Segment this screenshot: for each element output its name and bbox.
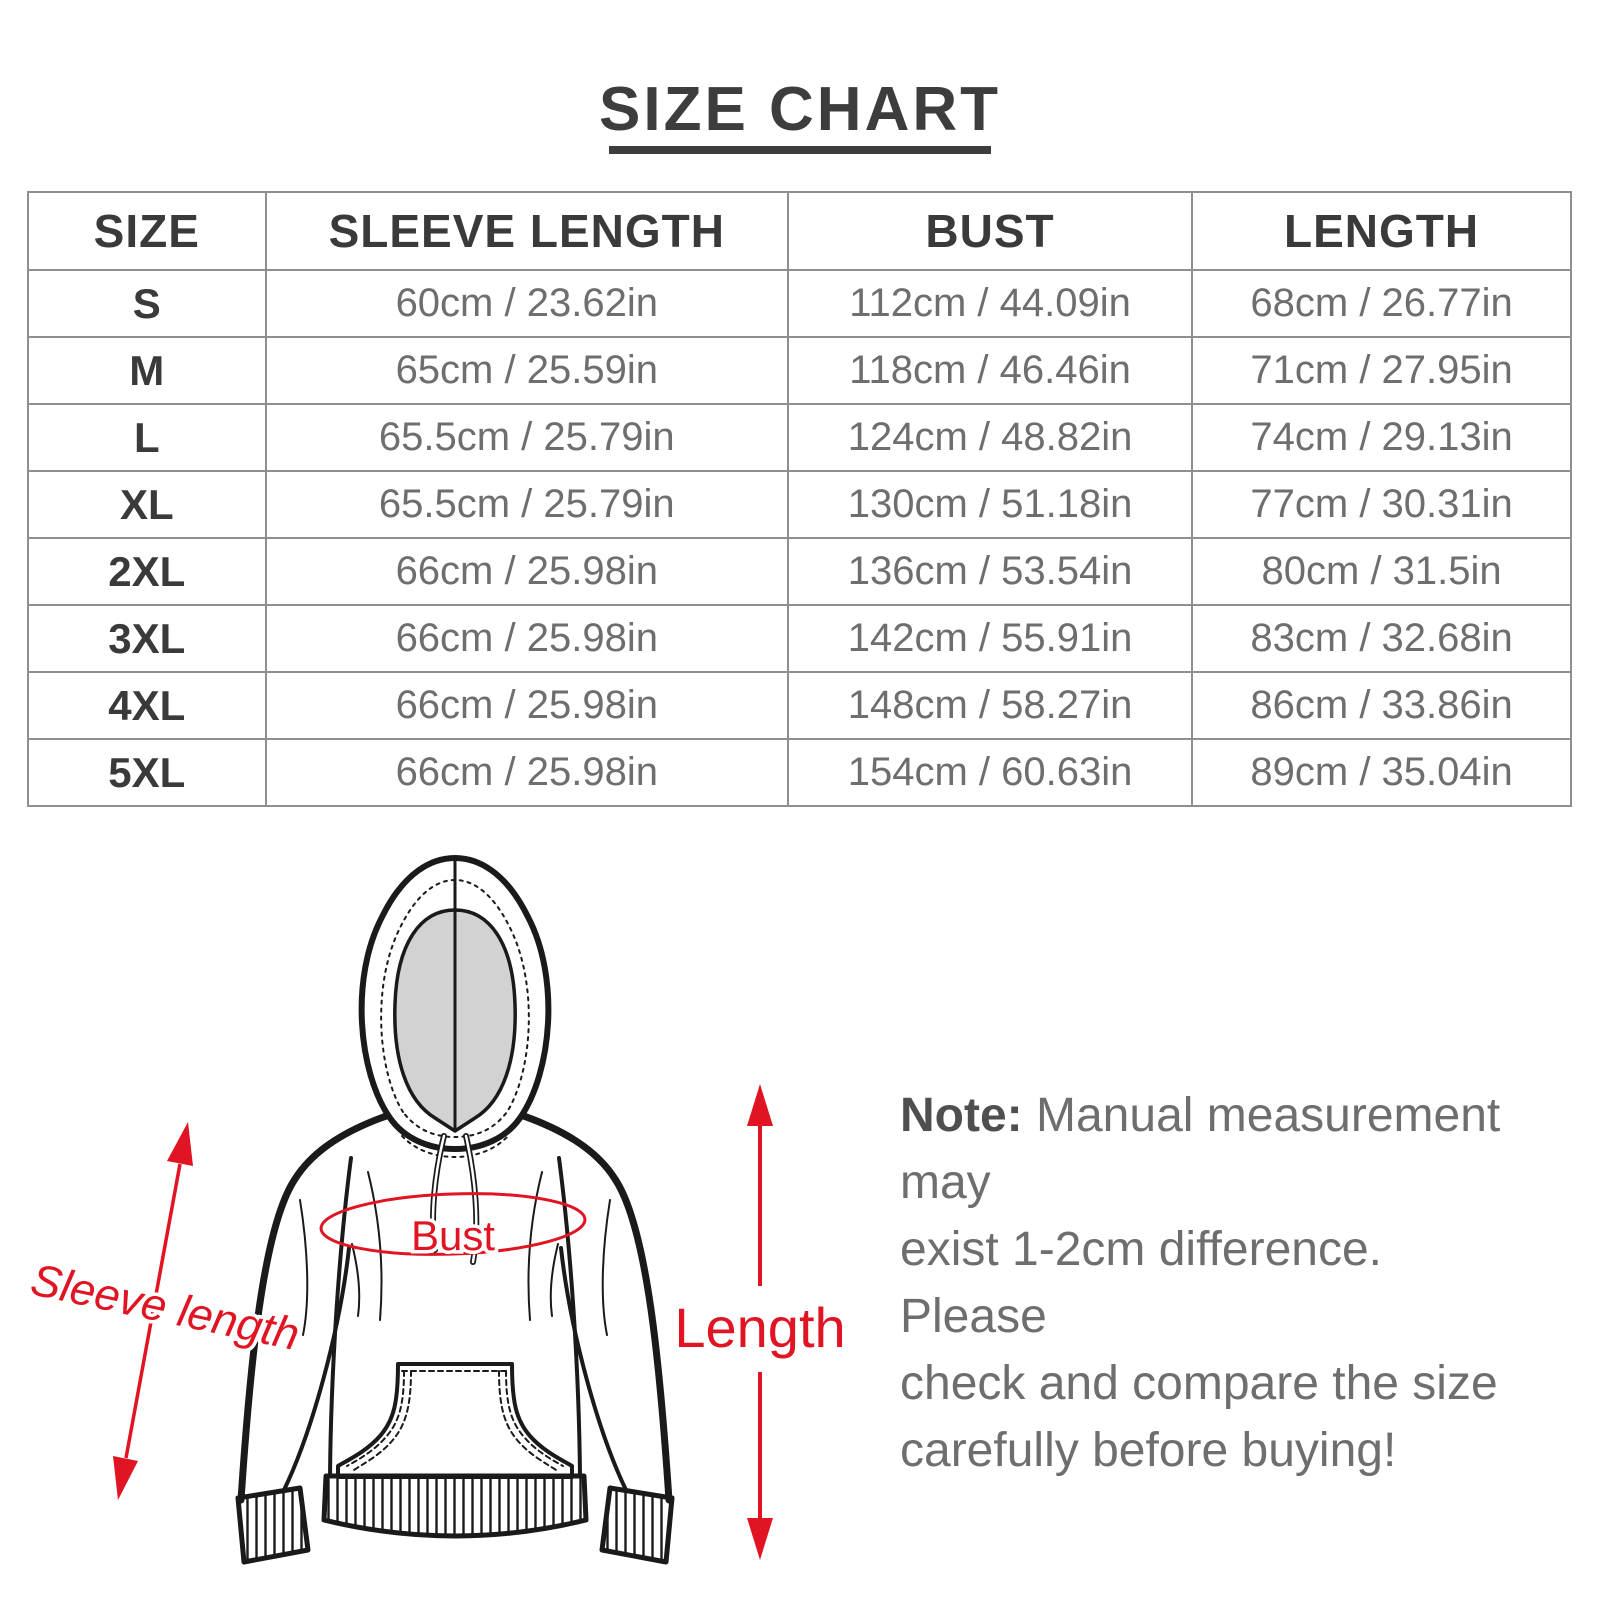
note-label: Note:	[900, 1089, 1023, 1142]
note-line: check and compare the size	[900, 1357, 1498, 1410]
crease-line	[603, 1200, 610, 1335]
note-text: Manual measurement may	[900, 1089, 1501, 1209]
length-cell: 80cm / 31.5in	[1192, 538, 1571, 605]
note-line	[900, 1082, 1540, 1216]
measurement-diagram	[0, 820, 880, 1600]
column-header-bust: BUST	[788, 192, 1192, 270]
bust-cell: 130cm / 51.18in	[788, 471, 1192, 538]
length-cell: 86cm / 33.86in	[1192, 672, 1571, 739]
body-left-edge	[330, 1158, 351, 1476]
length-cell: 89cm / 35.04in	[1192, 739, 1571, 806]
size-chart-table	[27, 191, 1572, 807]
length-cell: 68cm / 26.77in	[1192, 270, 1571, 337]
size-cell: 5XL	[28, 739, 266, 806]
note-line: exist 1-2cm difference. Please	[900, 1223, 1382, 1343]
note-block	[900, 1082, 1540, 1484]
table-row	[28, 739, 1571, 806]
size-cell: L	[28, 404, 266, 471]
column-header-sleeve: SLEEVE LENGTH	[266, 192, 788, 270]
size-cell: S	[28, 270, 266, 337]
hem-ribbing	[324, 1476, 586, 1536]
table-row	[28, 404, 1571, 471]
length-cell: 71cm / 27.95in	[1192, 337, 1571, 404]
length-cell: 74cm / 29.13in	[1192, 404, 1571, 471]
bust-cell: 124cm / 48.82in	[788, 404, 1192, 471]
column-header-length: LENGTH	[1192, 192, 1571, 270]
bust-cell: 154cm / 60.63in	[788, 739, 1192, 806]
kangaroo-pocket	[338, 1364, 572, 1477]
sleeve-cell: 65.5cm / 25.79in	[266, 471, 788, 538]
length-label: Length	[674, 1296, 846, 1359]
size-cell: 4XL	[28, 672, 266, 739]
title-underline	[609, 146, 991, 154]
bust-cell: 142cm / 55.91in	[788, 605, 1192, 672]
bust-cell: 148cm / 58.27in	[788, 672, 1192, 739]
note-line: carefully before buying!	[900, 1424, 1397, 1477]
sleeve-cell: 65cm / 25.59in	[266, 337, 788, 404]
length-cell: 83cm / 32.68in	[1192, 605, 1571, 672]
sleeve-cell: 65.5cm / 25.79in	[266, 404, 788, 471]
sleeve-cell: 60cm / 23.62in	[266, 270, 788, 337]
crease-line	[551, 1244, 558, 1316]
crease-line	[368, 1172, 382, 1320]
table-row	[28, 337, 1571, 404]
hoodie-illustration	[238, 858, 672, 1562]
table-row	[28, 672, 1571, 739]
table-row	[28, 605, 1571, 672]
size-cell: M	[28, 337, 266, 404]
table-header-row	[28, 192, 1571, 270]
size-cell: XL	[28, 471, 266, 538]
size-cell: 3XL	[28, 605, 266, 672]
crease-line	[352, 1244, 359, 1316]
right-cuff-ribbing	[602, 1488, 672, 1562]
length-cell: 77cm / 30.31in	[1192, 471, 1571, 538]
bust-cell: 136cm / 53.54in	[788, 538, 1192, 605]
size-cell: 2XL	[28, 538, 266, 605]
left-cuff-ribbing	[238, 1488, 308, 1562]
table-row	[28, 270, 1571, 337]
sleeve-cell: 66cm / 25.98in	[266, 538, 788, 605]
sleeve-cell: 66cm / 25.98in	[266, 605, 788, 672]
sleeve-cell: 66cm / 25.98in	[266, 672, 788, 739]
sleeve-cell: 66cm / 25.98in	[266, 739, 788, 806]
bust-cell: 118cm / 46.46in	[788, 337, 1192, 404]
right-sleeve-outline	[518, 1114, 669, 1500]
bust-cell: 112cm / 44.09in	[788, 270, 1192, 337]
table-row	[28, 471, 1571, 538]
sleeve-length-label: Sleeve length	[26, 1253, 304, 1361]
page-title: SIZE CHART	[599, 75, 1001, 144]
bust-label: Bust	[410, 1212, 496, 1259]
table-row	[28, 538, 1571, 605]
column-header-size: SIZE	[28, 192, 266, 270]
